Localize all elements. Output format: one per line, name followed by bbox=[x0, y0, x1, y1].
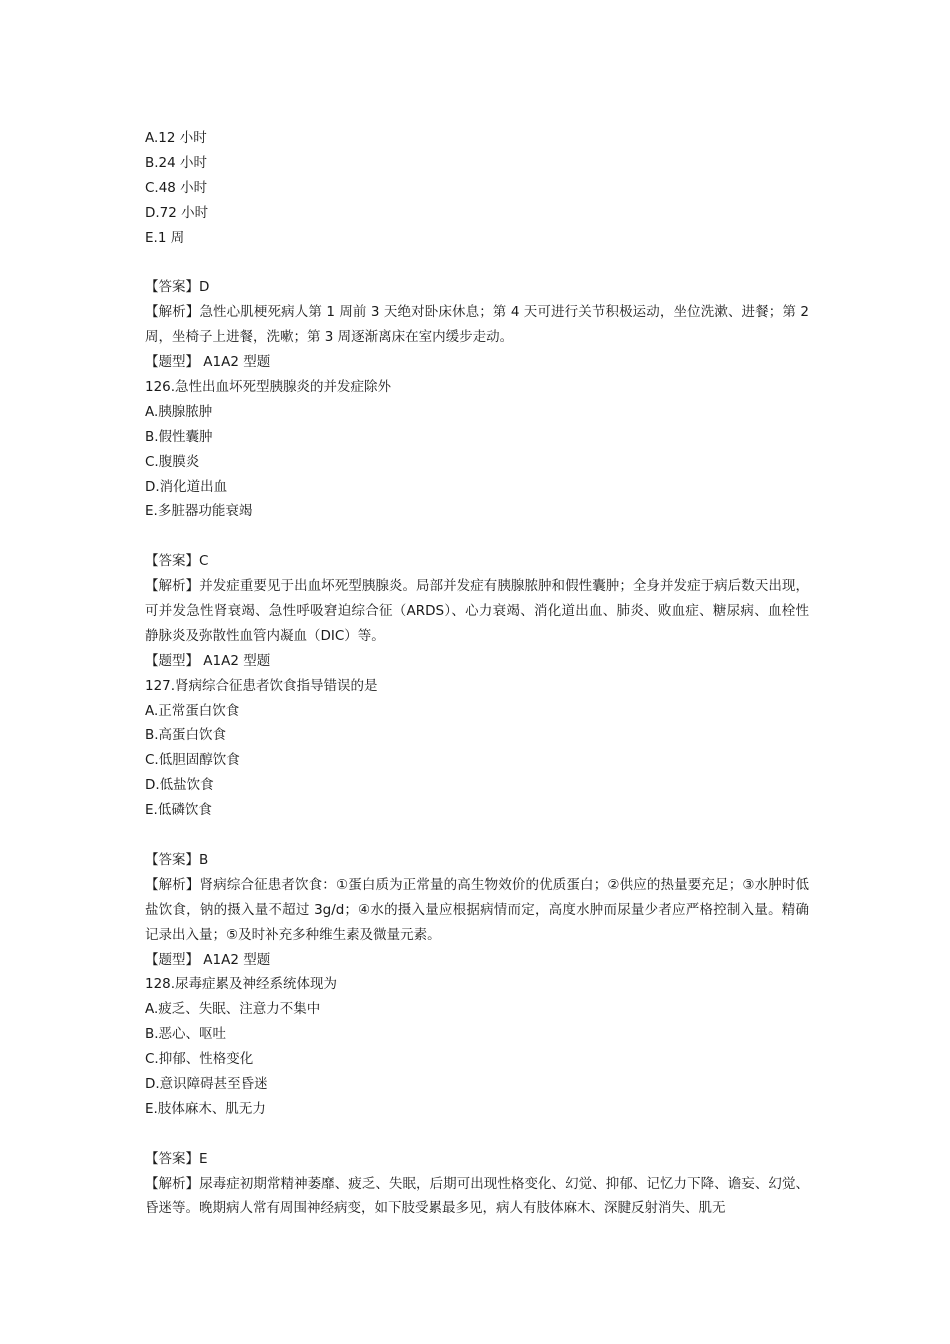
document-page bbox=[145, 126, 809, 1221]
question-128-block bbox=[145, 972, 809, 1221]
option-c: C.48 小时 bbox=[145, 179, 208, 196]
option-a: A.正常蛋白饮食 bbox=[145, 702, 240, 719]
analysis-paragraph: 【解析】尿毒症初期常精神萎靡、疲乏、失眠，后期可出现性格变化、幻觉、抑郁、记忆力下降、谵妄、幻觉、昏迷等。晚期病人常有周围神经病变，如下肢受累最多见，病人有肢体麻木、深腱反射消失、肌无 bbox=[145, 1175, 809, 1217]
analysis-paragraph: 【解析】肾病综合征患者饮食：①蛋白质为正常量的高生物效价的优质蛋白；②供应的热量要充足；③水肿时低盐饮食，钠的摄入量不超过 3g/d；④水的摄入量应根据病情而定，高度水肿而尿量少者应严格控制入量。精确记录出入量；⑤及时补充多种维生素及微量元素。 bbox=[145, 876, 809, 943]
option-d: D.72 小时 bbox=[145, 204, 209, 221]
option-e: E.1 周 bbox=[145, 229, 185, 246]
option-a: A.疲乏、失眠、注意力不集中 bbox=[145, 1001, 321, 1018]
option-a: A.12 小时 bbox=[145, 130, 207, 146]
question-125-block bbox=[145, 126, 809, 375]
option-b: B.恶心、呕吐 bbox=[145, 1026, 227, 1043]
question-type: 【题型】 A1A2 型题 bbox=[145, 354, 271, 371]
option-e: E.肢体麻木、肌无力 bbox=[145, 1100, 266, 1117]
question-text: 126.急性出血坏死型胰腺炎的并发症除外 bbox=[145, 378, 392, 395]
analysis-paragraph: 【解析】并发症重要见于出血坏死型胰腺炎。局部并发症有胰腺脓肿和假性囊肿；全身并发症于病后数天出现，可并发急性肾衰竭、急性呼吸窘迫综合征（ARDS）、心力衰竭、消化道出血、肺炎、败血症、糖尿病、血栓性静脉炎及弥散性血管内凝血（DIC）等。 bbox=[145, 578, 809, 644]
option-a: A.胰腺脓肿 bbox=[145, 403, 213, 420]
option-c: C.腹膜炎 bbox=[145, 453, 200, 470]
question-text: 128.尿毒症累及神经系统体现为 bbox=[145, 976, 338, 993]
option-b: B.24 小时 bbox=[145, 154, 208, 171]
option-d: D.低盐饮食 bbox=[145, 777, 214, 794]
spacer bbox=[145, 250, 809, 275]
option-c: C.低胆固醇饮食 bbox=[145, 752, 240, 769]
answer-line: 【答案】B bbox=[145, 851, 209, 868]
answer-line: 【答案】D bbox=[145, 279, 210, 296]
option-e: E.低磷饮食 bbox=[145, 802, 212, 819]
option-b: B.高蛋白饮食 bbox=[145, 727, 227, 744]
question-text: 127.肾病综合征患者饮食指导错误的是 bbox=[145, 677, 378, 694]
answer-line: 【答案】E bbox=[145, 1150, 208, 1167]
option-d: D.意识障碍甚至昏迷 bbox=[145, 1075, 268, 1092]
option-e: E.多脏器功能衰竭 bbox=[145, 503, 253, 520]
question-127-block bbox=[145, 674, 809, 973]
option-c: C.抑郁、性格变化 bbox=[145, 1051, 254, 1068]
spacer bbox=[145, 524, 809, 549]
option-b: B.假性囊肿 bbox=[145, 428, 213, 445]
answer-line: 【答案】C bbox=[145, 553, 209, 570]
spacer bbox=[145, 823, 809, 848]
option-d: D.消化道出血 bbox=[145, 478, 228, 495]
question-126-block bbox=[145, 375, 809, 674]
analysis-paragraph: 【解析】急性心肌梗死病人第 1 周前 3 天绝对卧床休息；第 4 天可进行关节积极运动，坐位洗漱、进餐；第 2 周，坐椅子上进餐，洗嗽；第 3 周逐渐离床在室内缓步走动。 bbox=[145, 304, 809, 346]
spacer bbox=[145, 1122, 809, 1147]
question-type: 【题型】 A1A2 型题 bbox=[145, 652, 271, 669]
question-type: 【题型】 A1A2 型题 bbox=[145, 951, 271, 968]
